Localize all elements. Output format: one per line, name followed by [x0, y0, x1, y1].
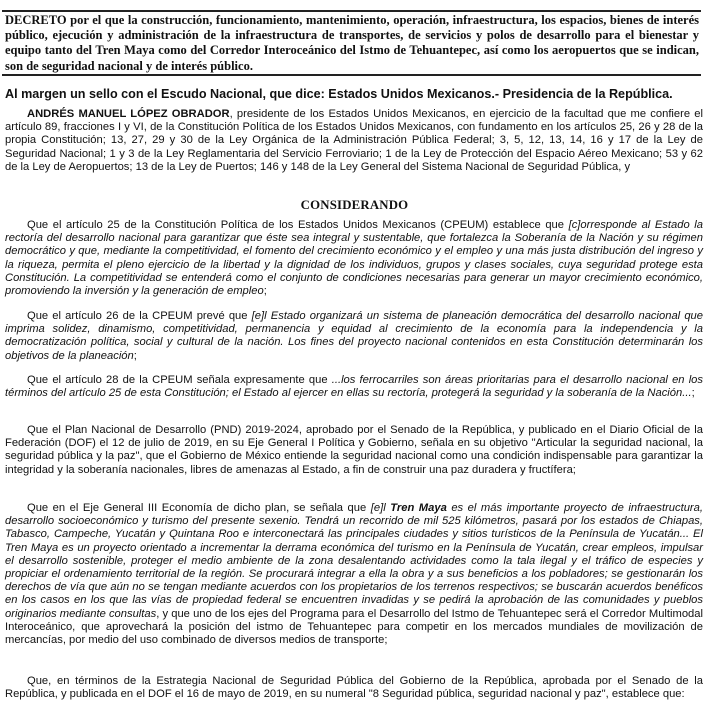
decree-title: DECRETO por el que la construcción, funcionamiento, mantenimiento, operación, infraestructura, los espacios, bienes de interés público, ejecución y administración de la infraestructura de transportes, de servicios y polos de desarrollo para el bienestar y equipo tanto del Tren Maya como del Corredor Interoceánico del Istmo de Tehuantepec, así como los aeropuertos que se indican, son de seguridad nacional y de interés público.: [2, 10, 701, 76]
president-name: ANDRÉS MANUEL LÓPEZ OBRADOR: [27, 108, 230, 120]
tren-maya-emphasis: Tren Maya: [390, 502, 447, 514]
section-heading: CONSIDERANDO: [300, 198, 409, 212]
considerando-paragraph-5: [5, 502, 703, 647]
considerando-paragraph-2: [5, 310, 703, 363]
considerando-paragraph-1: [5, 219, 703, 298]
paragraph-2-quote: [e]l Estado organizará un sistema de planeación democrática del desarrollo nacional que imprima solidez, dinamismo, competitividad, permanencia y equidad al crecimiento de la economía para la independencia y la democratización política, social y cultural de la nación. Los fines del proyecto nacional contenidos en esta Constitución determinarán los objetivos de la planeación: [5, 310, 703, 362]
paragraph-1-text: Que el artículo 25 de la Constitución Política de los Estados Unidos Mexicanos (CPEUM) establece que: [27, 219, 569, 231]
considerando-paragraph-4: Que el Plan Nacional de Desarrollo (PND) 2019-2024, aprobado por el Senado de la República, y publicado en el Diario Oficial de la Federación (DOF) el 12 de julio de 2019, en su Eje General I Política y Gobierno, señala en su objetivo "Articular la seguridad nacional, la seguridad pública y la paz", que el Gobierno de México entiende la seguridad nacional como una condición indispensable para garantizar la integridad y la soberanía nacionales, libres de amenazas al Estado, a fin de construir una paz duradera y fructífera;: [5, 424, 703, 476]
paragraph-3-end: ;: [691, 387, 695, 400]
paragraph-5-quote: es el más importante proyecto de infraestructura, desarrollo socioeconómico y turismo del presente sexenio. Tendrá un recorrido de mil 525 kilómetros, pasará por los estados de Chiapas, Tabasco, Campeche, Yucatán y Quintana Roo e interconectará las principales ciudades y sitios turísticos de la Península de Yucatán... El Tren Maya es un proyecto orientado a incrementar la derrama económica del turismo en la Península de Yucatán, crear empleos, impulsar el desarrollo sostenible, proteger el medio ambiente de la zona desalentando actividades como la tala ilegal y el tráfico de especies y propiciar el ordenamiento territorial de la región. Se procurará integrar a ella la obra y a sus beneficios a los pobladores; se gestionarán los derechos de vía que aún no se tengan mediante acuerdos con los propietarios de los terrenos respectivos; se buscarán acuerdos benéficos en los casos en los que las vías de propiedad federal se encuentren invadidas y se pedirá la aprobación de las comunidades y pueblos originarios mediante consultas: [5, 502, 703, 620]
paragraph-1-quote: [c]orresponde al Estado la rectoría del desarrollo nacional para garantizar que éste sea integral y sustentable, que fortalezca la Soberanía de la Nación y su régimen democrático y que, mediante la competitividad, el fomento del crecimiento económico y el empleo y una más justa distribución del ingreso y la riqueza, permita el pleno ejercicio de la libertad y la dignidad de los individuos, grupos y clases sociales, cuya seguridad protege esta Constitución. La competitividad se entenderá como el conjunto de condiciones necesarias para generar un mayor crecimiento económico, promoviendo la inversión y la generación de empleo: [5, 219, 703, 298]
paragraph-5-quote-start: [e]l: [370, 502, 391, 514]
intro-text: , presidente de los Estados Unidos Mexicanos, en ejercicio de la facultad que me confiere el artículo 89, fracciones I y VI, de la Constitución Política de los Estados Unidos Mexicanos, con fundamento en los artículos 25, 26 y 28 de la propia Constitución; 13, 27, 29 y 30 de la Ley Orgánica de la Administración Pública Federal; 3, 5, 12, 13, 14, 16 y 17 de la Ley de Seguridad Nacional; 1 y 3 de la Ley Reglamentaria del Servicio Ferroviario; 1 de la Ley de Protección del Espacio Aéreo Mexicano; 53 y 62 de la Ley de Aeropuertos; 13 de la Ley de Puertos; 146 y 148 de la Ley General del Sistema Nacional de Seguridad Pública, y: [5, 108, 703, 173]
paragraph-5-text: Que en el Eje General III Economía de dicho plan, se señala que: [27, 502, 371, 514]
paragraph-1-end: ;: [263, 285, 267, 298]
paragraph-2-text: Que el artículo 26 de la CPEUM prevé que: [27, 310, 252, 322]
considerando-paragraph-6: Que, en términos de la Estrategia Nacional de Seguridad Pública del Gobierno de la República, aprobada por el Senado de la República, y publicada en el DOF el 16 de mayo de 2019, en su numeral "8 Seguridad pública, seguridad nacional y paz", establece que:: [5, 675, 703, 701]
seal-line: Al margen un sello con el Escudo Nacional, que dice: Estados Unidos Mexicanos.- Presidencia de la República.: [5, 87, 673, 101]
paragraph-5-end: , y que uno de los ejes del Programa para el Desarrollo del Istmo de Tehuantepec será el Corredor Multimodal Interoceánico, que aprovechará la posición del istmo de Tehuantepec para competir en los mercados mundiales de movilización de mercancías, por medio del uso combinado de diversos medios de transporte;: [5, 607, 703, 647]
paragraph-3-quote: ...los ferrocarriles son áreas prioritarias para el desarrollo nacional en los términos del artículo 25 de esta Constitución; el Estado al ejercer en ellas su rectoría, protegerá la seguridad y la soberanía de la Nación...: [5, 374, 703, 400]
paragraph-2-end: ;: [133, 349, 137, 362]
considerando-paragraph-3: [5, 374, 703, 400]
paragraph-3-text: Que el artículo 28 de la CPEUM señala expresamente que: [27, 374, 332, 386]
intro-paragraph: [5, 108, 703, 174]
